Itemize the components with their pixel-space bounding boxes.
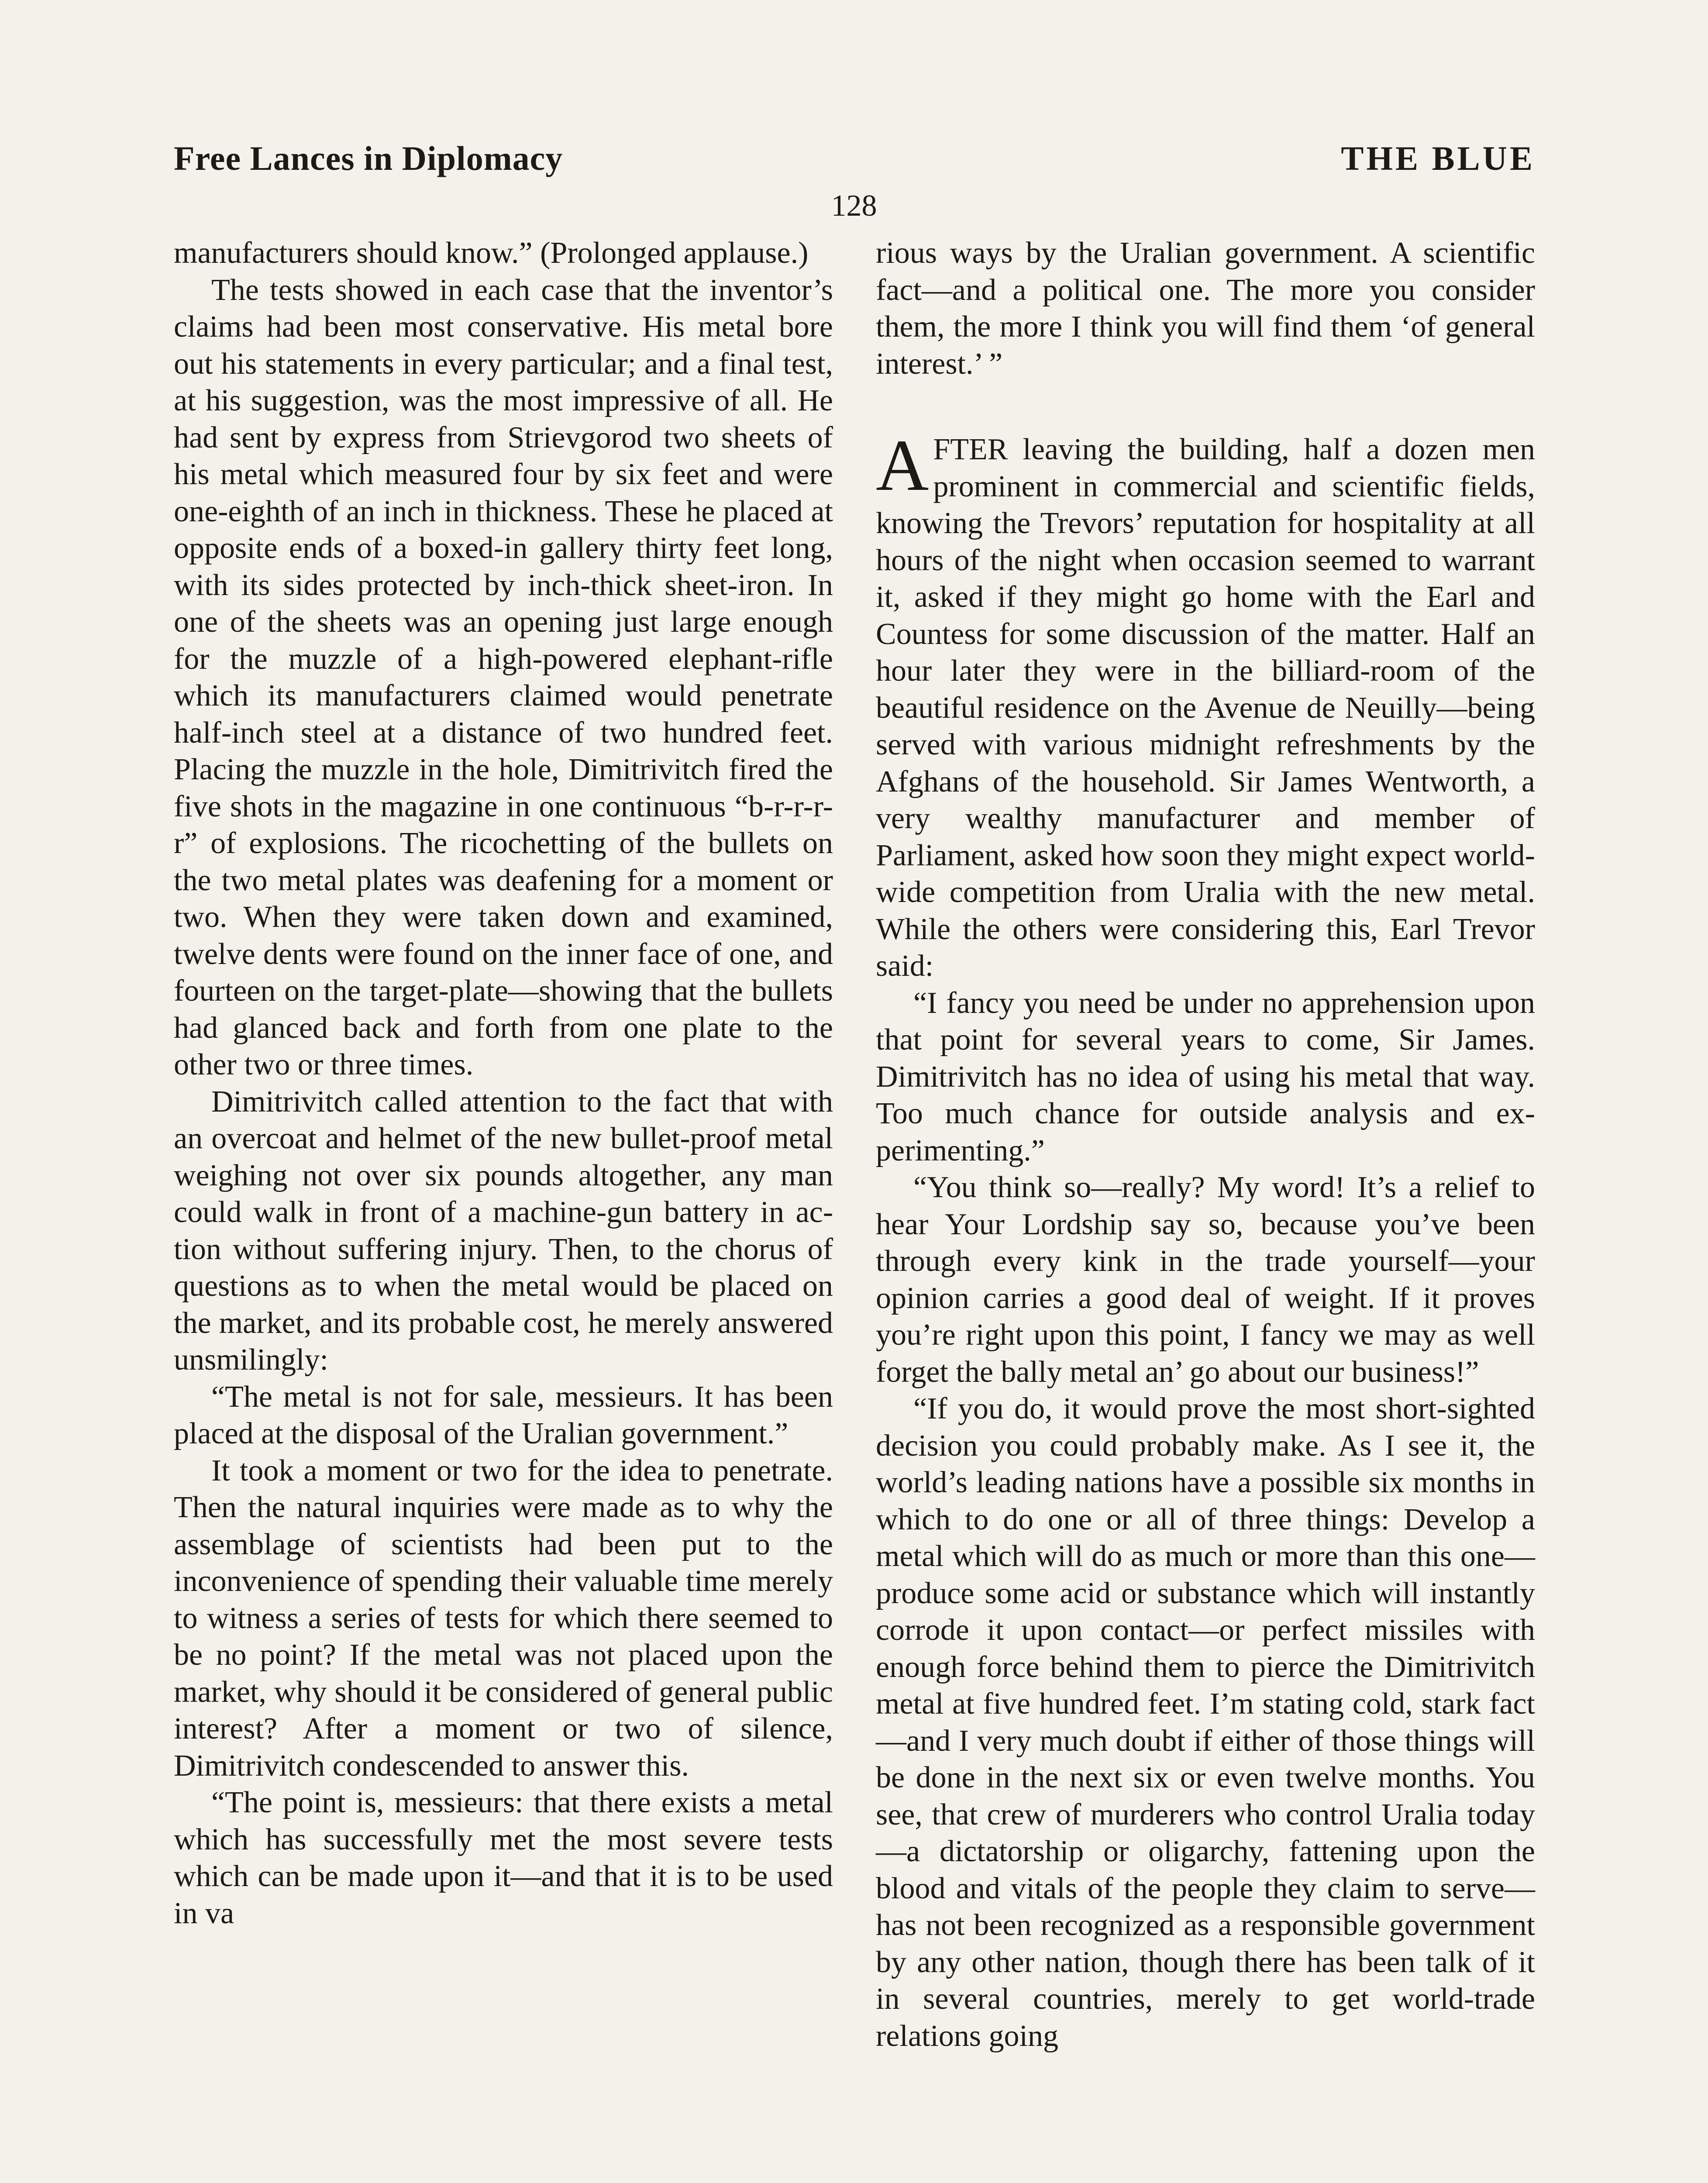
section-opening-paragraph <box>876 425 1535 985</box>
paragraph: “You think so—really? My word! It’s a relief to hear Your Lordship say so, because you’ve been through every kink in the trade yourself—your opinion carries a good deal of weight. If it proves you’re right upon this point, I fancy we may as well forget the bally metal an’ go about our business!” <box>876 1171 1535 1389</box>
paragraph: “The point is, messieurs: that there exists a metal which has successfully met the most severe tests which can be made upon it—and that it is to be used in va <box>174 1786 833 1930</box>
paragraph: It took a moment or two for the idea to penetrate. Then the natural inquiries were made as to why the assemblage of scientists had been put to the inconvenience of spending their valuable time merely to witness a series of tests for which there seemed to be no point? If the metal was not placed upon the market, why should it be considered of general public interest? After a moment or two of silence, Dimitrivitch condescended to answer this. <box>174 1453 833 1783</box>
page-number: 128 <box>831 189 877 223</box>
paragraph: rious ways by the Uralian government. A scientific fact—and a political one. The more you consider them, the more I think you will find them ‘of general interest.’ ” <box>876 236 1535 381</box>
paragraph: The tests showed in each case that the inventor’s claims had been most conservative. His metal bore out his statements in every particular; and a final test, at his suggestion, was the most impressive of all. He had sent by express from Strievgorod two sheets of his metal which measured four by six feet and were one-eighth of an inch in thickness. These he placed at opposite ends of a boxed-in gallery thirty feet long, with its sides protected by inch-thick sheet-iron. In one of the sheets was an opening just large enough for the muzzle of a high-powered elephant-rifle which its manufacturers claimed would penetrate half-inch steel at a distance of two hundred feet. Placing the muzzle in the hole, Dimitrivitch fired the five shots in the magazine in one continuous “b-r-r-r-r” of explosions. The ricochetting of the bullets on the two metal plates was deafening for a moment or two. When they were taken down and examined, twelve dents were found on the inner face of one, and fourteen on the target-plate—showing that the bullets had glanced back and forth from one plate to the other two or three times. <box>174 273 833 1081</box>
running-head <box>174 139 1535 191</box>
magazine-name: THE BLUE <box>1341 139 1535 177</box>
drop-cap: A <box>876 425 929 506</box>
paragraph: “If you do, it would prove the most short-sighted decision you could probably make. As I see it, the world’s leading nations have a possible six months in which to do one or all of three things: Develop a metal which will do as much or more than this one—produce some acid or substance which will instantly corrode it upon contact—or perfect missiles with enough force behind them to pierce the Dimitrivitch metal at five hundred feet. I’m stating cold, stark fact—and I very much doubt if either of those things will be done in the next six or even twelve months. You see, that crew of murderers who control Uralia today—a dictatorship or oligarchy, fattening upon the blood and vitals of the people they claim to serve—has not been recognized as a responsible government by any other nation, though there has been talk of it in several countries, merely to get world-trade relations going <box>876 1392 1535 2053</box>
paragraph: Dimitrivitch called attention to the fact that with an overcoat and helmet of the new bullet-proof metal weighing not over six pounds altogether, any man could walk in front of a machine-gun battery in action without suffering injury. Then, to the chorus of questions as to when the metal would be placed on the market, and its probable cost, he merely answered unsmilingly: <box>174 1085 833 1377</box>
magazine-story-title: Free Lances in Diplomacy <box>174 139 563 177</box>
paragraph: “The metal is not for sale, messieurs. It has been placed at the disposal of the Uralian government.” <box>174 1380 833 1450</box>
left-text-column <box>174 235 833 1932</box>
right-text-column <box>876 235 1535 2055</box>
paragraph: manufacturers should know.” (Prolonged applause.) <box>174 236 809 270</box>
paragraph: “I fancy you need be under no apprehension upon that point for several years to come, Sir James. Dimitrivitch has no idea of using his metal that way. Too much chance for outside analysis and experimenting.” <box>876 986 1535 1167</box>
paragraph-text: FTER leaving the building, half a dozen men prominent in commercial and scientific fields, knowing the Trevors’ reputation for hospitality at all hours of the night when occasion seemed to warrant it, asked if they might go home with the Earl and Countess for some discussion of the matter. Half an hour later they were in the billiard-room of the beautiful residence on the Avenue de Neuilly—being served with various midnight refreshments by the Afghans of the household. Sir James Wentworth, a very wealthy manufacturer and member of Parliament, asked how soon they might expect world-wide competition from Uralia with the new metal. While the others were considering this, Earl Trevor said: <box>876 433 1535 983</box>
